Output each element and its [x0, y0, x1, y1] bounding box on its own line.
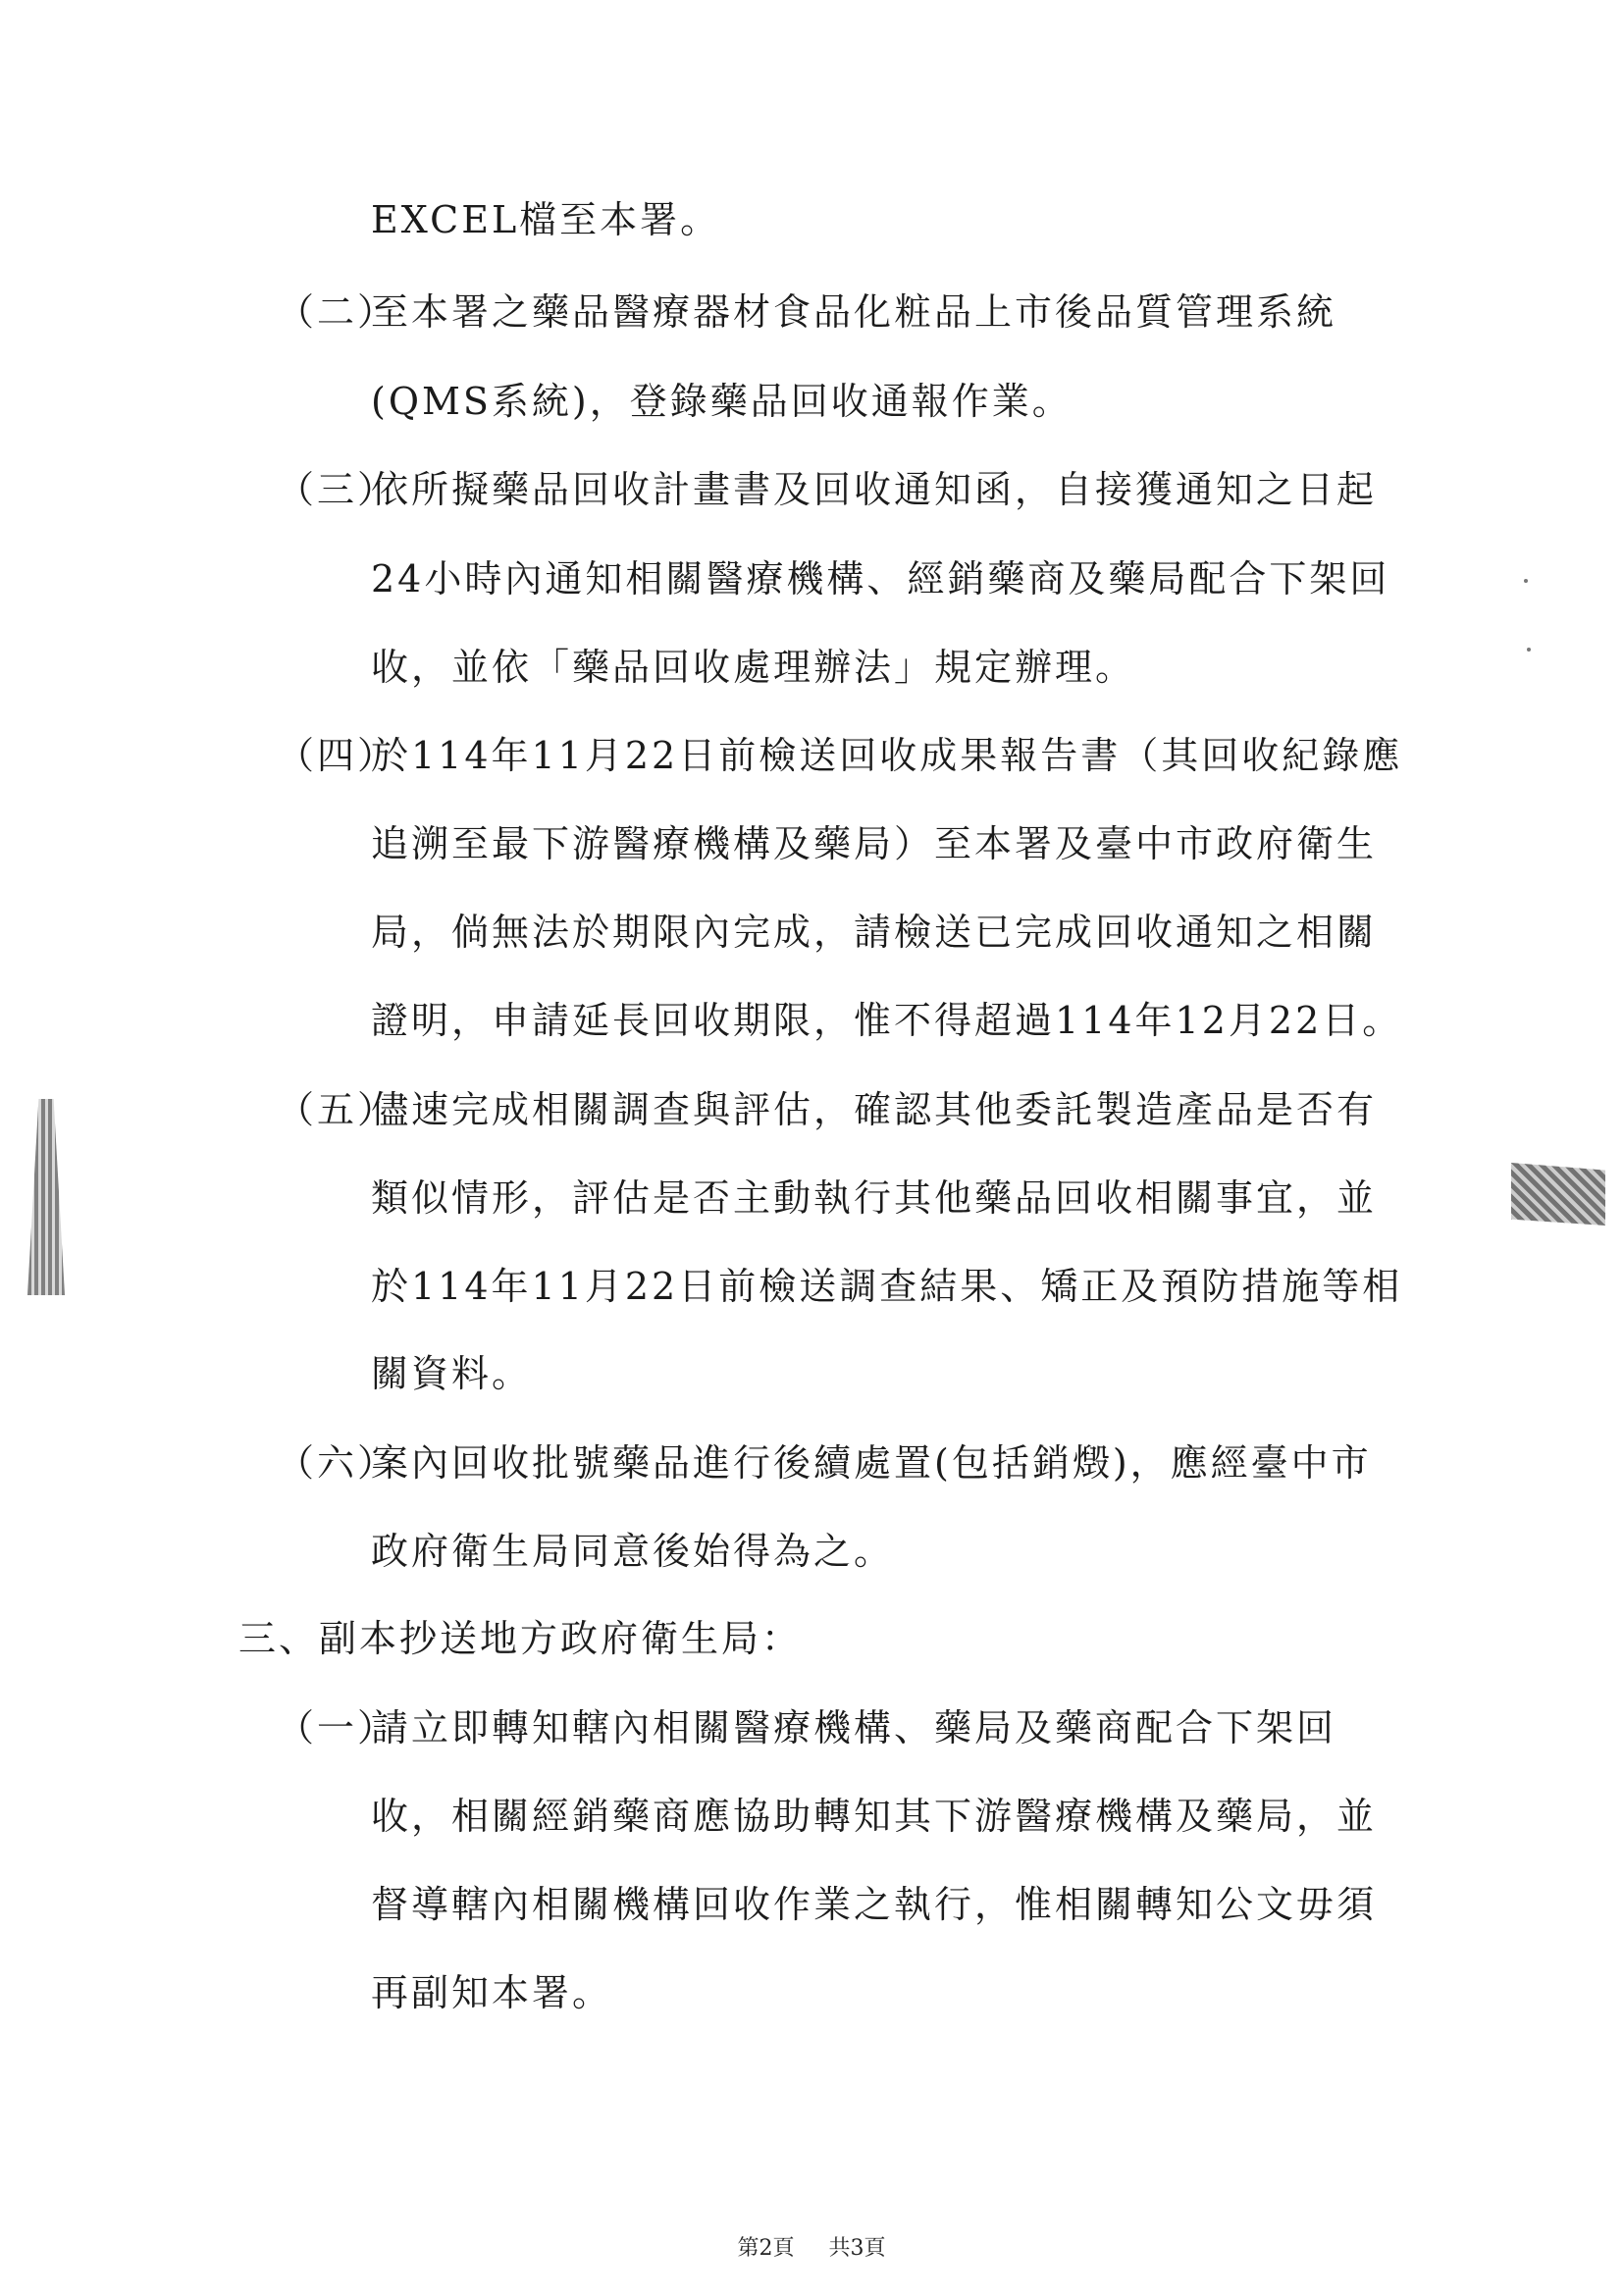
section-heading-3: 三、副本抄送地方政府衛生局： — [238, 1617, 803, 1660]
text-line: 局，倘無法於期限內完成，請檢送已完成回收通知之相關 — [371, 911, 1378, 954]
item-label-6: （六） — [277, 1441, 398, 1485]
text-line: 收，相關經銷藥商應協助轉知其下游醫療機構及藥局，並 — [371, 1795, 1378, 1838]
text-line: 至本署之藥品醫療器材食品化粧品上市後品質管理系統 — [371, 290, 1337, 334]
item-label-2: （二） — [277, 290, 398, 334]
text-line: 類似情形，評估是否主動執行其他藥品回收相關事宜，並 — [371, 1176, 1378, 1220]
seal-stamp-right — [1511, 1163, 1605, 1226]
text-line: 案內回收批號藥品進行後續處置(包括銷燬)，應經臺中市 — [371, 1441, 1372, 1485]
scan-speck — [1524, 579, 1528, 583]
item-label-1: （一） — [277, 1706, 398, 1749]
item-label-4: （四） — [277, 734, 398, 777]
text-line: 督導轄內相關機構回收作業之執行，惟相關轉知公文毋須 — [371, 1883, 1378, 1926]
text-line: 關資料。 — [371, 1352, 533, 1395]
text-line: 於114年11月22日前檢送調查結果、矯正及預防措施等相 — [371, 1265, 1403, 1308]
text-line: 再副知本署。 — [371, 1971, 613, 2014]
item-label-3: （三） — [277, 468, 398, 511]
seal-stamp-left — [27, 1099, 65, 1295]
page-number: 第2頁 — [737, 2236, 795, 2261]
text-line: 依所擬藥品回收計畫書及回收通知函，自接獲通知之日起 — [371, 468, 1378, 511]
scan-speck — [1527, 648, 1531, 652]
page-total: 共3頁 — [828, 2236, 886, 2261]
page-footer — [0, 2231, 1623, 2262]
text-line: 追溯至最下游醫療機構及藥局）至本署及臺中市政府衛生 — [371, 822, 1378, 865]
text-line: 24小時內通知相關醫療機構、經銷藥商及藥局配合下架回 — [371, 557, 1390, 600]
item-label-5: （五） — [277, 1088, 398, 1131]
text-line: 收，並依「藥品回收處理辦法」規定辦理。 — [371, 646, 1136, 689]
text-line: 證明，申請延長回收期限，惟不得超過114年12月22日。 — [371, 999, 1403, 1042]
text-line: EXCEL檔至本署。 — [371, 198, 721, 241]
text-line: 於114年11月22日前檢送回收成果報告書（其回收紀錄應 — [371, 734, 1403, 777]
text-line: 儘速完成相關調查與評估，確認其他委託製造產品是否有 — [371, 1088, 1378, 1131]
text-line: (QMS系統)，登錄藥品回收通報作業。 — [371, 380, 1073, 423]
text-line: 政府衛生局同意後始得為之。 — [371, 1530, 895, 1573]
text-line: 請立即轉知轄內相關醫療機構、藥局及藥商配合下架回 — [371, 1706, 1337, 1749]
